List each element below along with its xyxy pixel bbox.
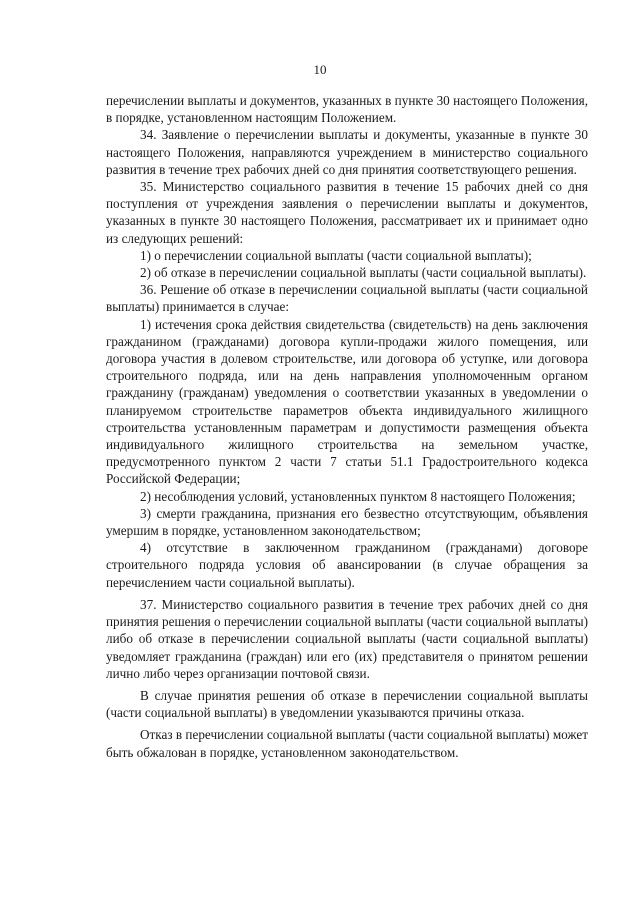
paragraph-clause-37: 37. Министерство социального развития в течение трех рабочих дней со дня принятия решения о перечислении социальной выплаты (части социальной выплаты) либо об отказе в перечислении социальной выплаты (части социальной выплаты) уведомляет гражданина (граждан) или его (их) представителя о принятом решении лично либо через организации почтовой связи. <box>106 596 588 681</box>
paragraph-clause-34: 34. Заявление о перечислении выплаты и документы, указанные в пункте 30 настоящего Положения, направляются учреждением в министерство социального развития в течение трех рабочих дней со дня принятия соответствующего решения. <box>106 127 588 177</box>
paragraph-clause-36-item-3: 3) смерти гражданина, признания его безвестно отсутствующим, объявления умершим в порядке, установленном законодательством; <box>106 505 588 539</box>
paragraph-appeal: Отказ в перечислении социальной выплаты (части социальной выплаты) может быть обжалован в порядке, установленном законодательством. <box>106 727 588 760</box>
paragraph-refusal-reasons: В случае принятия решения об отказе в перечислении социальной выплаты (части социальной выплаты) в уведомлении указываются причины отказа. <box>106 687 588 721</box>
paragraph-clause-35-item-1: 1) о перечислении социальной выплаты (части социальной выплаты); <box>140 247 532 263</box>
paragraph-clause-36-item-2: 2) несоблюдения условий, установленных пунктом 8 настоящего Положения; <box>140 488 576 504</box>
page-number: 10 <box>313 62 327 77</box>
paragraph-clause-36-item-1: 1) истечения срока действия свидетельства (свидетельств) на день заключения гражданином (гражданами) договора купли-продажи жилого помещения, или договора участия в долевом строительстве, или договора об уступке, или договора строительного подряда, или на день направления уполномоченным органом гражданину (гражданам) уведомления о соответствии указанных в уведомлении о планируемом строительстве параметров объекта индивидуального жилищного строительства установленным параметрам и допустимости размещения объекта индивидуального жилищного строительства на земельном участке, предусмотренного пунктом 2 части 7 статьи 51.1 Градостроительного кодекса Российской Федерации; <box>106 316 588 487</box>
paragraph-continuation: перечислении выплаты и документов, указанных в пункте 30 настоящего Положения, в порядке, установленном настоящим Положением. <box>106 93 588 126</box>
paragraph-clause-36: 36. Решение об отказе в перечислении социальной выплаты (части социальной выплаты) принимается в случае: <box>106 282 588 315</box>
document-body <box>106 92 588 761</box>
paragraph-clause-36-item-4: 4) отсутствие в заключенном гражданином (гражданами) договоре строительного подряда условия об авансировании (в случае обращения за перечислением части социальной выплаты). <box>106 540 588 590</box>
paragraph-clause-35-item-2: 2) об отказе в перечислении социальной выплаты (части социальной выплаты). <box>140 265 587 281</box>
paragraph-clause-35: 35. Министерство социального развития в течение 15 рабочих дней со дня поступления от учреждения заявления о перечислении выплаты и документов, указанных в пункте 30 настоящего Положения, рассматривает их и принимает одно из следующих решений: <box>106 179 588 246</box>
